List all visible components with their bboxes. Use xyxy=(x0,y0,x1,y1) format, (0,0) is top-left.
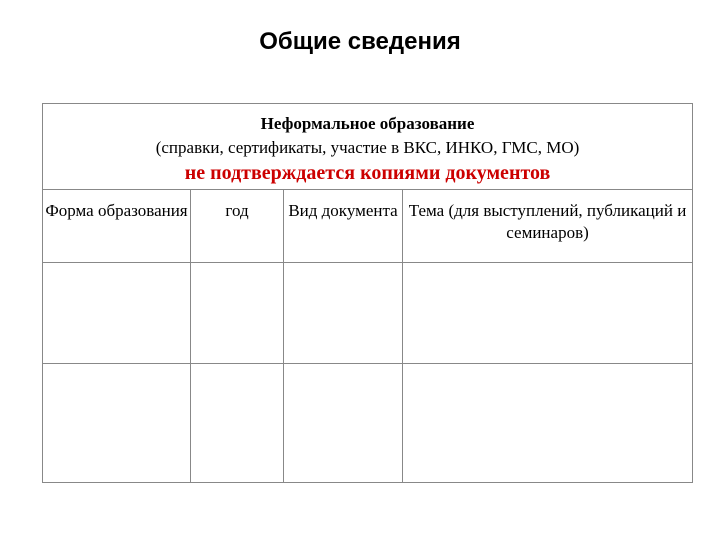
table-row xyxy=(43,263,693,364)
table-cell[interactable] xyxy=(403,364,693,483)
table-cell[interactable] xyxy=(191,263,284,364)
table-cell[interactable] xyxy=(284,364,403,483)
column-header-row xyxy=(43,190,693,263)
table-cell[interactable] xyxy=(43,364,191,483)
header-title: Неформальное образование xyxy=(260,114,475,133)
info-table xyxy=(42,103,693,483)
column-header-year: год xyxy=(191,190,284,263)
table-row xyxy=(43,364,693,483)
table-header-row xyxy=(43,104,693,190)
page-title: Общие сведения xyxy=(259,28,461,55)
table-cell[interactable] xyxy=(43,263,191,364)
column-header-form: Форма образования xyxy=(43,190,191,263)
table-header-cell xyxy=(43,104,693,190)
table-cell[interactable] xyxy=(403,263,693,364)
table-cell[interactable] xyxy=(284,263,403,364)
table-cell[interactable] xyxy=(191,364,284,483)
header-warning: не подтверждается копиями документов xyxy=(184,162,551,184)
column-header-topic: Тема (для выступлений, публикаций и семинаров) xyxy=(403,190,693,263)
column-header-document: Вид документа xyxy=(284,190,403,263)
header-subtitle: (справки, сертификаты, участие в ВКС, ИНКО, ГМС, МО) xyxy=(155,138,580,157)
